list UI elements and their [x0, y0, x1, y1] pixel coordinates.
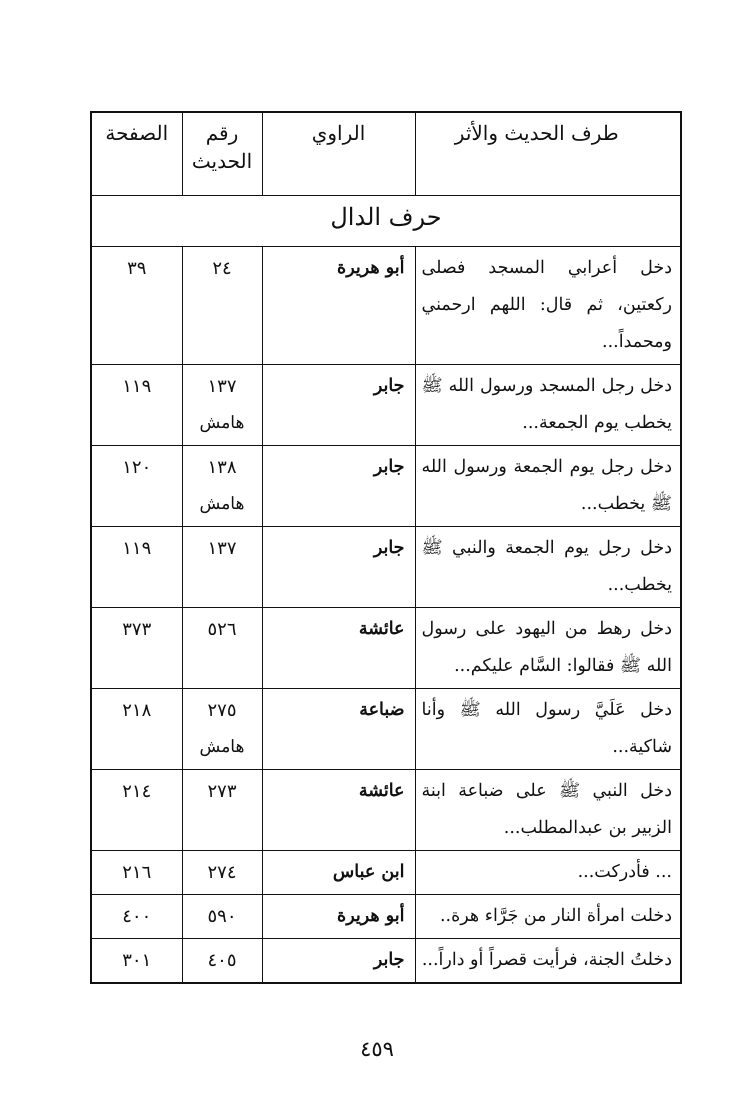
table-row: [91, 939, 681, 984]
narrator: أبو هريرة: [262, 895, 415, 939]
header-page: الصفحة: [91, 112, 182, 196]
hadith-number: ١٣٨: [207, 457, 237, 478]
hadith-number: ٤٠٥: [207, 950, 237, 971]
page-ref: ٢١٦: [91, 851, 182, 895]
hadith-number-cell: [182, 608, 262, 689]
hadith-number-cell: [182, 446, 262, 527]
hadith-number: ٢٧٥: [207, 700, 237, 721]
page-ref: ١٢٠: [91, 446, 182, 527]
table-header: [91, 112, 681, 196]
page-ref: ٣٠١: [91, 939, 182, 984]
section-row: [91, 196, 681, 247]
margin-note: هامش: [199, 413, 245, 433]
hadith-number-cell: [182, 689, 262, 770]
hadith-text: دخلتُ الجنة، فرأيت قصراً أو داراً...: [415, 939, 681, 984]
hadith-number-cell: [182, 851, 262, 895]
hadith-text: دخل أعرابي المسجد فصلى ركعتين، ثم قال: اللهم ارحمني ومحمداً...: [415, 247, 681, 365]
hadith-number: ٢٤: [212, 258, 232, 279]
header-hadith-number: [182, 112, 262, 196]
hadith-text: دخل رجل يوم الجمعة والنبي ﷺ يخطب...: [415, 527, 681, 608]
narrator: أبو هريرة: [262, 247, 415, 365]
page-ref: ٣٧٣: [91, 608, 182, 689]
narrator: جابر: [262, 446, 415, 527]
narrator: عائشة: [262, 770, 415, 851]
table-row: [91, 608, 681, 689]
page-ref: ١١٩: [91, 527, 182, 608]
margin-note: هامش: [199, 494, 245, 514]
header-hadith-text: طرف الحديث والأثر: [415, 112, 681, 196]
hadith-text: دخل رجل يوم الجمعة ورسول الله ﷺ يخطب...: [415, 446, 681, 527]
table-row: [91, 527, 681, 608]
narrator: جابر: [262, 365, 415, 446]
table-row: [91, 689, 681, 770]
hadith-number-cell: [182, 895, 262, 939]
narrator: جابر: [262, 939, 415, 984]
page-ref: ٣٩: [91, 247, 182, 365]
hadith-number-cell: [182, 939, 262, 984]
hadith-number: ٢٧٣: [207, 781, 237, 802]
table-row: [91, 247, 681, 365]
header-number-line1: رقم: [205, 121, 239, 145]
hadith-number: ١٣٧: [207, 538, 237, 559]
header-narrator: الراوي: [262, 112, 415, 196]
hadith-text: دخل رهط من اليهود على رسول الله ﷺ فقالوا: السَّام عليكم...: [415, 608, 681, 689]
hadith-text: دخلت امرأة النار من جَرَّاء هرة..: [415, 895, 681, 939]
hadith-text: ... فأدركت...: [415, 851, 681, 895]
hadith-number-cell: [182, 365, 262, 446]
header-number-line2: الحديث: [191, 149, 253, 173]
hadith-text: دخل رجل المسجد ورسول الله ﷺ يخطب يوم الجمعة...: [415, 365, 681, 446]
hadith-index-table: [90, 111, 682, 984]
table-row: [91, 365, 681, 446]
table-body: [91, 196, 681, 984]
hadith-number-cell: [182, 247, 262, 365]
hadith-number-cell: [182, 527, 262, 608]
page-ref: ٢١٤: [91, 770, 182, 851]
section-title: حرف الدال: [91, 196, 681, 247]
hadith-text: دخل عَلَيَّ رسول الله ﷺ وأنا شاكية...: [415, 689, 681, 770]
page-ref: ٤٠٠: [91, 895, 182, 939]
hadith-number: ٥٢٦: [207, 619, 237, 640]
narrator: جابر: [262, 527, 415, 608]
table-row: [91, 851, 681, 895]
narrator: عائشة: [262, 608, 415, 689]
table-row: [91, 770, 681, 851]
table-row: [91, 446, 681, 527]
narrator: ضباعة: [262, 689, 415, 770]
hadith-number: ٢٧٤: [207, 862, 237, 883]
table-row: [91, 895, 681, 939]
page-ref: ١١٩: [91, 365, 182, 446]
hadith-text: دخل النبي ﷺ على ضباعة ابنة الزبير بن عبدالمطلب...: [415, 770, 681, 851]
page-ref: ٢١٨: [91, 689, 182, 770]
page-number: ٤٥٩: [360, 1037, 394, 1061]
hadith-number: ١٣٧: [207, 376, 237, 397]
hadith-number: ٥٩٠: [207, 906, 237, 927]
margin-note: هامش: [199, 737, 245, 757]
hadith-number-cell: [182, 770, 262, 851]
narrator: ابن عباس: [262, 851, 415, 895]
